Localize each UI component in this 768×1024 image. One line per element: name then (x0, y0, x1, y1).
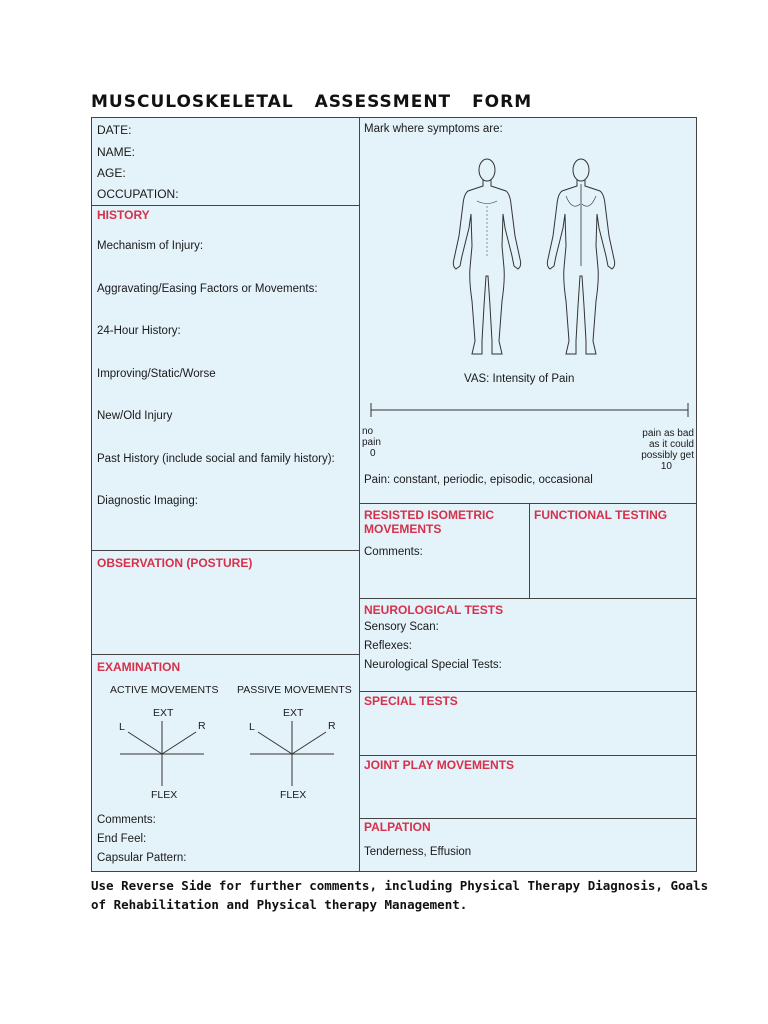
resisted-comments-label: Comments: (364, 546, 423, 558)
functional-testing-heading: FUNCTIONAL TESTING (534, 508, 668, 522)
divider-observation (92, 550, 359, 551)
occupation-label: OCCUPATION: (97, 187, 179, 201)
date-label: DATE: (97, 123, 132, 137)
vas-low-anchor: no pain 0 (362, 426, 381, 459)
body-front-figure (442, 156, 532, 361)
vas-scale (368, 400, 694, 420)
vas-label: VAS: Intensity of Pain (464, 373, 575, 385)
passive-movements-label: PASSIVE MOVEMENTS (237, 684, 352, 696)
palpation-heading: PALPATION (364, 820, 431, 834)
passive-r-label: R (328, 720, 336, 732)
divider-joint (359, 755, 697, 756)
joint-play-heading: JOINT PLAY MOVEMENTS (364, 758, 515, 772)
active-movements-label: ACTIVE MOVEMENTS (110, 684, 219, 696)
history-item: 24-Hour History: (97, 325, 181, 337)
center-divider (359, 118, 360, 872)
active-l-label: L (119, 721, 125, 733)
active-r-label: R (198, 720, 206, 732)
comments-label: Comments: (97, 814, 156, 826)
passive-l-label: L (249, 721, 255, 733)
history-item: Aggravating/Easing Factors or Movements: (97, 283, 318, 295)
resisted-heading-line2: MOVEMENTS (364, 522, 442, 536)
observation-heading: OBSERVATION (POSTURE) (97, 556, 253, 570)
examination-heading: EXAMINATION (97, 660, 181, 674)
end-feel-label: End Feel: (97, 833, 147, 845)
history-item: New/Old Injury (97, 410, 173, 422)
resisted-heading-line1: RESISTED ISOMETRIC (364, 508, 495, 522)
active-ext-label: EXT (153, 707, 174, 719)
age-label: AGE: (97, 166, 126, 180)
mark-symptoms-label: Mark where symptoms are: (364, 123, 503, 135)
neurological-heading: NEUROLOGICAL TESTS (364, 603, 504, 617)
vas-high-anchor: pain as bad as it could possibly get 10 (641, 428, 694, 472)
divider-resisted (359, 503, 697, 504)
passive-ext-label: EXT (283, 707, 304, 719)
divider-palpation (359, 818, 697, 819)
palpation-items: Tenderness, Effusion (364, 846, 472, 858)
passive-movement-diagram (222, 718, 359, 793)
history-item: Past History (include social and family history): (97, 453, 335, 465)
divider-functional (529, 503, 530, 598)
divider-history (92, 205, 359, 206)
assessment-form (91, 117, 697, 872)
pain-types: Pain: constant, periodic, episodic, occasional (364, 474, 593, 486)
divider-examination (92, 654, 359, 655)
divider-special (359, 691, 697, 692)
active-flex-label: FLEX (151, 789, 178, 801)
footer-note: Use Reverse Side for further comments, including Physical Therapy Diagnosis, Goals of Rehabilitation and Physical therapy Management. (91, 878, 709, 912)
history-item: Mechanism of Injury: (97, 240, 204, 252)
divider-neuro (359, 598, 697, 599)
passive-flex-label: FLEX (280, 789, 307, 801)
neuro-item: Reflexes: (364, 640, 412, 652)
capsular-pattern-label: Capsular Pattern: (97, 852, 187, 864)
name-label: NAME: (97, 145, 136, 159)
page-title: MUSCULOSKELETAL ASSESSMENT FORM (91, 92, 533, 112)
special-tests-heading: SPECIAL TESTS (364, 694, 458, 708)
history-item: Improving/Static/Worse (97, 368, 216, 380)
history-heading: HISTORY (97, 208, 150, 222)
neuro-item: Neurological Special Tests: (364, 659, 502, 671)
history-item: Diagnostic Imaging: (97, 495, 198, 507)
neuro-item: Sensory Scan: (364, 621, 439, 633)
body-back-figure (536, 156, 626, 361)
